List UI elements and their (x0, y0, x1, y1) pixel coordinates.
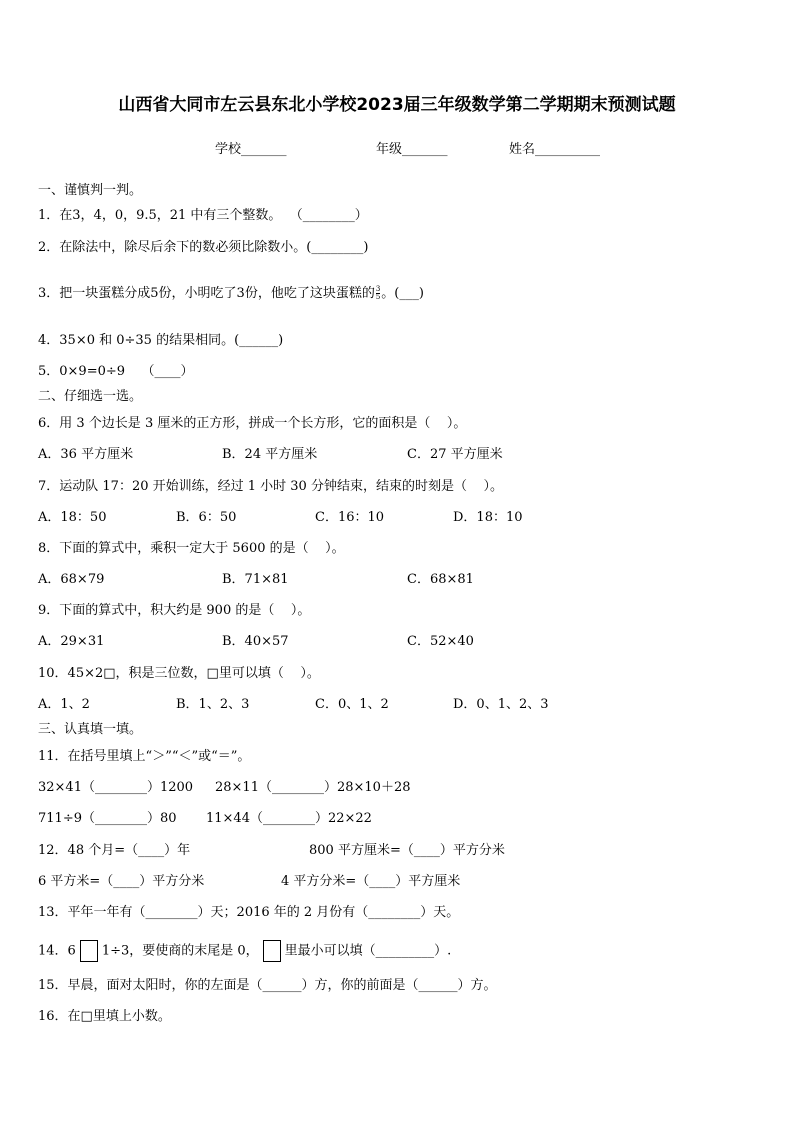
question-8: 8．下面的算式中，乘积一定大于 5600 的是（ ）。 (38, 541, 345, 556)
question-8-option-a: A．68×79 (38, 572, 105, 587)
section-2-heading: 二、仔细选一选。 (38, 389, 143, 404)
question-10: 10．45×2□，积是三位数，□里可以填（ ）。 (38, 666, 320, 681)
question-7-option-a: A．18：50 (38, 510, 107, 525)
fraction-3-5 (376, 286, 380, 301)
question-7-option-b: B．6：50 (176, 510, 237, 525)
question-3-blank: 。(___) (381, 286, 424, 301)
question-9-option-b: B．40×57 (222, 634, 289, 649)
question-6-option-c: C．27 平方厘米 (407, 447, 503, 462)
name-field[interactable]: 姓名__________ (509, 142, 601, 157)
question-9: 9．下面的算式中，积大约是 900 的是（ ）。 (38, 603, 311, 618)
question-15: 15．早晨，面对太阳时，你的左面是（______）方，你的前面是（______）方。 (38, 978, 497, 993)
question-14-middle: 1÷3，要使商的末尾是 0， (101, 943, 259, 959)
question-6-option-a: A．36 平方厘米 (38, 447, 134, 462)
question-11-item-2: 28×11（________）28×10＋28 (215, 780, 411, 795)
question-16: 16．在□里填上小数。 (38, 1009, 171, 1024)
question-10-option-b: B．1、2、3 (176, 697, 250, 712)
fraction-denominator: 5 (375, 293, 381, 301)
question-3-text: 3．把一块蛋糕分成5份，小明吃了3份，他吃了这块蛋糕的 (38, 286, 375, 301)
fraction-numerator: 3 (375, 285, 381, 293)
question-10-option-d: D．0、1、2、3 (453, 697, 549, 712)
section-3-heading: 三、认真填一填。 (38, 722, 143, 737)
question-7: 7．运动队 17：20 开始训练，经过 1 小时 30 分钟结束，结束的时刻是（ ）。 (38, 479, 503, 494)
question-6-option-b: B．24 平方厘米 (222, 447, 318, 462)
question-11-item-1: 32×41（________）1200 (38, 780, 194, 795)
question-10-option-c: C．0、1、2 (315, 697, 389, 712)
question-13: 13．平年一年有（________）天；2016 年的 2 月份有（________）天。 (38, 905, 460, 920)
school-field[interactable]: 学校_______ (215, 142, 287, 157)
question-5: 5．0×9=0÷9 （____） (38, 364, 194, 379)
question-9-option-c: C．52×40 (407, 634, 474, 649)
question-11: 11．在括号里填上“＞”“＜”或“＝”。 (38, 749, 251, 764)
question-14 (38, 940, 451, 963)
question-9-option-a: A．29×31 (38, 634, 105, 649)
question-8-option-c: C．68×81 (407, 572, 474, 587)
answer-box (263, 940, 281, 962)
question-8-option-b: B．71×81 (222, 572, 289, 587)
question-10-option-a: A．1、2 (38, 697, 90, 712)
page-title: 山西省大同市左云县东北小学校2023届三年级数学第二学期期末预测试题 (118, 95, 676, 115)
question-2: 2．在除法中，除尽后余下的数必须比除数小。(________) (38, 240, 369, 255)
question-12-item-4: 4 平方分米=（____）平方厘米 (281, 874, 461, 889)
section-1-heading: 一、谨慎判一判。 (38, 183, 143, 198)
question-7-option-c: C．16：10 (315, 510, 385, 525)
grade-field[interactable]: 年级_______ (376, 142, 448, 157)
question-14-suffix: 里最小可以填（_________）. (284, 943, 452, 959)
answer-box (80, 940, 98, 962)
question-11-item-3: 711÷9（________）80 (38, 811, 177, 826)
question-3 (38, 286, 424, 302)
question-11-item-4: 11×44（________）22×22 (206, 811, 372, 826)
question-7-option-d: D．18：10 (453, 510, 523, 525)
question-4: 4．35×0 和 0÷35 的结果相同。(______) (38, 333, 284, 348)
question-1: 1．在3，4，0，9.5，21 中有三个整数。 （________） (38, 208, 368, 223)
question-14-prefix: 14．6 (38, 943, 76, 959)
question-6: 6．用 3 个边长是 3 厘米的正方形，拼成一个长方形，它的面积是（ ）。 (38, 416, 467, 431)
question-12-item-3: 6 平方米=（____）平方分米 (38, 874, 205, 889)
question-12-item-2: 800 平方厘米=（____）平方分米 (309, 843, 505, 858)
question-12-item-1: 12．48 个月=（____）年 (38, 843, 191, 858)
